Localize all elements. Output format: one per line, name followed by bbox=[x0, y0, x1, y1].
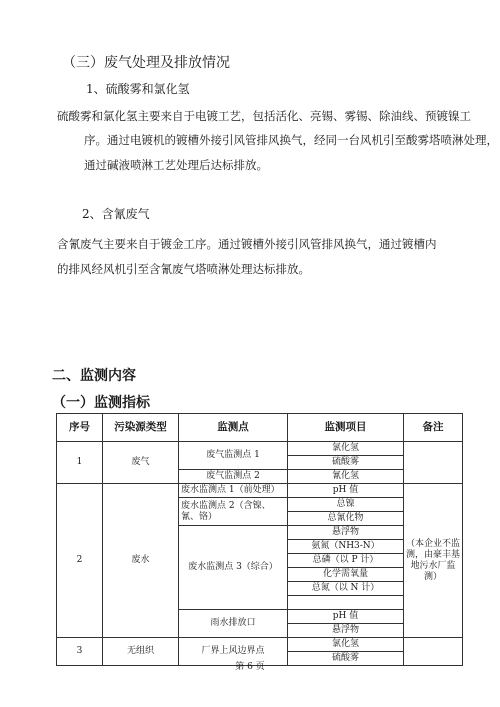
monitor-point: 废气监测点 1 bbox=[179, 442, 288, 470]
table-row bbox=[57, 484, 463, 498]
paragraph-line: 硫酸雾和氯化氢主要来自于电镀工艺，包括活化、亮锡、雾锡、除油线、预镀镍工 bbox=[57, 109, 471, 123]
monitor-item: 总氮（以 N 计） bbox=[288, 582, 404, 596]
section-title-monitoring: 二、监测内容 bbox=[52, 368, 136, 384]
paragraph-line: 通过碱液喷淋工艺处理后达标排放。 bbox=[84, 158, 268, 172]
row-source-type: 废气 bbox=[103, 442, 179, 484]
monitor-item: pH 值 bbox=[288, 484, 404, 498]
monitor-item: 总氰化物 bbox=[288, 512, 404, 526]
header-no: 序号 bbox=[57, 414, 103, 442]
paragraph-line: 序。通过电镀机的镀槽外接引风管排风换气，经同一台风机引至酸雾塔喷淋处理， bbox=[84, 133, 498, 147]
monitor-item: 化学需氧量 bbox=[288, 568, 404, 582]
monitor-point: 雨水排放口 bbox=[179, 610, 288, 638]
table-row bbox=[57, 442, 463, 456]
paragraph-line: 的排风经风机引至含氰废气塔喷淋处理达标排放。 bbox=[57, 262, 310, 276]
row-no: 3 bbox=[57, 638, 103, 666]
monitoring-table bbox=[56, 413, 463, 666]
page-number: 第 6 页 bbox=[235, 662, 265, 672]
row-source-type: 无组织 bbox=[103, 638, 179, 666]
row-source-type: 废水 bbox=[103, 484, 179, 638]
monitor-point: 废水监测点 2（含镍、氰、铬） bbox=[179, 498, 288, 526]
monitor-item: 氯化氢 bbox=[288, 442, 404, 456]
monitor-point: 废水监测点 3（综合） bbox=[179, 526, 288, 610]
monitor-item: 氯化氢 bbox=[288, 638, 404, 652]
header-monitor-item: 监测项目 bbox=[288, 414, 404, 442]
header-monitor-point: 监测点 bbox=[179, 414, 288, 442]
remark-cell bbox=[404, 442, 463, 484]
monitor-item: 悬浮物 bbox=[288, 624, 404, 638]
monitor-item: 氰化氢 bbox=[288, 470, 404, 484]
monitor-item: 氨氮（NH3-N） bbox=[288, 540, 404, 554]
remark-cell: （本企业不监测，由豪丰基地污水厂监测） bbox=[404, 484, 463, 638]
monitor-item: 总磷（以 P 计） bbox=[288, 554, 404, 568]
monitor-item: 悬浮物 bbox=[288, 526, 404, 540]
subsection-title-indicators: （一）监测指标 bbox=[52, 395, 150, 411]
row-no: 1 bbox=[57, 442, 103, 484]
paragraph-line: 含氰废气主要来自于镀金工序。通过镀槽外接引风管排风换气，通过镀槽内 bbox=[57, 237, 437, 251]
monitor-point: 废水监测点 1（前处理） bbox=[179, 484, 288, 498]
header-source-type: 污染源类型 bbox=[103, 414, 179, 442]
subsection-title-acid-mist: 1、硫酸雾和氯化氢 bbox=[86, 82, 190, 96]
monitor-item: 总镍 bbox=[288, 498, 404, 512]
subsection-title-cyanide-gas: 2、含氰废气 bbox=[82, 207, 150, 221]
table-header-row bbox=[57, 414, 463, 442]
monitor-item bbox=[288, 596, 404, 610]
monitor-point: 厂界上风边界点 bbox=[179, 638, 288, 666]
table-row bbox=[57, 638, 463, 652]
header-remark: 备注 bbox=[404, 414, 463, 442]
row-no: 2 bbox=[57, 484, 103, 638]
monitor-item: 硫酸雾 bbox=[288, 652, 404, 666]
monitor-item: 硫酸雾 bbox=[288, 456, 404, 470]
monitor-point: 废气监测点 2 bbox=[179, 470, 288, 484]
section-title-waste-gas: （三）废气处理及排放情况 bbox=[62, 55, 230, 71]
monitor-item: pH 值 bbox=[288, 610, 404, 624]
